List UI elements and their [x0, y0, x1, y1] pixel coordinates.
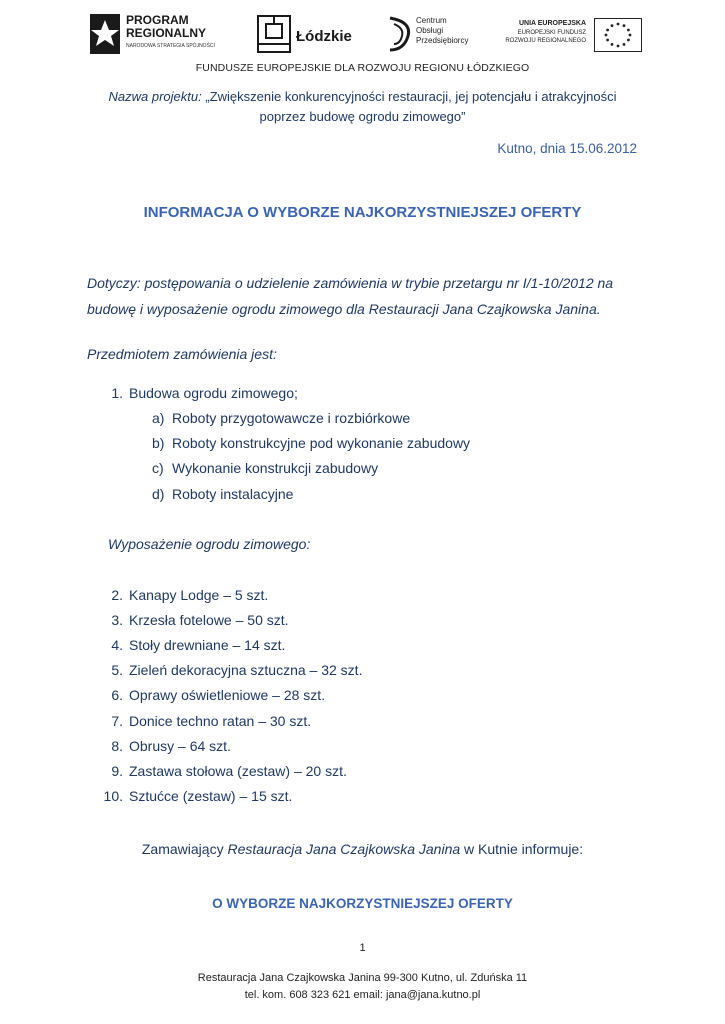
program-regionalny-logo [88, 12, 228, 58]
logo-bar [88, 12, 648, 58]
list-item-number: 1. [111, 385, 123, 401]
sub-item-letter: d) [152, 486, 165, 502]
sub-item-text: Wykonanie konstrukcji zabudowy [172, 460, 379, 476]
project-name-part2: poprzez budowę ogrodu zimowego” [259, 109, 466, 124]
document-title: INFORMACJA O WYBORZE NAJKORZYSTNIEJSZEJ OFERTY [143, 204, 582, 221]
program-line3: NARODOWA STRATEGIA SPÓJNOŚCI [126, 43, 215, 49]
sub-item-text: Roboty przygotowawcze i rozbiórkowe [172, 410, 411, 426]
equipment-item [101, 736, 231, 756]
lodzkie-emblem-icon [256, 14, 292, 54]
eu-flag-icon [594, 18, 642, 52]
equipment-number: 2. [111, 587, 123, 603]
eu-line3: ROZWOJU REGIONALNEGO [505, 38, 586, 44]
equipment-item [101, 711, 311, 731]
sub-item-b [152, 433, 470, 453]
equipment-number: 6. [111, 687, 123, 703]
eu-logo [492, 12, 648, 58]
equipment-number: 8. [111, 738, 123, 754]
equipment-text: Oprawy oświetleniowe – 28 szt. [129, 687, 326, 703]
equipment-text: Stoły drewniane – 14 szt. [129, 637, 286, 653]
centrum-line1: Centrum [416, 16, 447, 25]
equipment-number: 9. [111, 763, 123, 779]
centrum-line3: Przedsiębiorcy [416, 36, 469, 45]
announcement [0, 841, 725, 857]
equipment-item [101, 761, 347, 781]
equipment-text: Krzesła fotelowe – 50 szt. [129, 612, 289, 628]
project-name-part1: „Zwiększenie konkurencyjności restauracji, jej potencjału i atrakcyjności [205, 89, 617, 104]
sub-item-text: Roboty instalacyjne [172, 486, 294, 502]
equipment-item [101, 635, 285, 655]
equipment-text: Sztućce (zestaw) – 15 szt. [129, 788, 293, 804]
list-item-text: Budowa ogrodu zimowego; [129, 385, 298, 401]
equipment-heading: Wyposażenie ogrodu zimowego: [108, 536, 311, 552]
equipment-text: Zieleń dekoracyjna sztuczna – 32 szt. [129, 662, 363, 678]
program-line1: PROGRAM [126, 13, 189, 27]
sub-item-letter: a) [152, 410, 165, 426]
list-item-1 [101, 383, 298, 403]
equipment-item [101, 786, 292, 806]
concerns-line-2: budowę i wyposażenie ogrodu zimowego dla Restauracji Jana Czajkowska Janina. [87, 301, 601, 317]
equipment-text: Zastawa stołowa (zestaw) – 20 szt. [129, 763, 347, 779]
equipment-number: 7. [111, 713, 123, 729]
lodzkie-logo [256, 12, 351, 58]
centrum-logo [384, 12, 484, 58]
sub-item-letter: c) [152, 460, 164, 476]
announce-post: w Kutnie informuje: [460, 841, 584, 857]
footer [0, 970, 725, 1004]
equipment-number: 10. [103, 788, 123, 804]
program-regionalny-emblem-icon [88, 12, 122, 56]
equipment-number: 3. [111, 612, 123, 628]
footer-contact: tel. kom. 608 323 621 email: jana@jana.kutno.pl [244, 989, 481, 1001]
announce-name: Restauracja Jana Czajkowska Janina [227, 841, 461, 857]
sub-item-text: Roboty konstrukcyjne pod wykonanie zabudowy [172, 435, 471, 451]
centrum-emblem-icon [384, 14, 414, 54]
sub-item-a [152, 408, 410, 428]
equipment-item [101, 585, 268, 605]
program-line2: REGIONALNY [126, 26, 207, 40]
lodzkie-name: Łódzkie [296, 28, 352, 45]
footer-address: Restauracja Jana Czajkowska Janina 99-300 Kutno, ul. Zduńska 11 [197, 972, 528, 984]
concerns-line-1: Dotyczy: postępowania o udzielenie zamówienia w trybie przetargu nr I/1-10/2012 na [87, 275, 614, 291]
equipment-text: Obrusy – 64 szt. [129, 738, 231, 754]
concerns-paragraph [87, 270, 647, 322]
eu-line1: UNIA EUROPEJSKA [518, 20, 586, 27]
subject-heading: Przedmiotem zamówienia jest: [87, 346, 277, 362]
announce-pre: Zamawiający [141, 841, 228, 857]
project-label: Nazwa projektu: [108, 89, 202, 104]
project-name [60, 87, 665, 127]
sub-item-c [152, 458, 378, 478]
equipment-item [101, 610, 289, 630]
equipment-item [101, 660, 362, 680]
equipment-text: Kanapy Lodge – 5 szt. [129, 587, 269, 603]
equipment-number: 5. [111, 662, 123, 678]
result-title: O WYBORZE NAJKORZYSTNIEJSZEJ OFERTY [212, 896, 513, 911]
equipment-number: 4. [111, 637, 123, 653]
sub-item-letter: b) [152, 435, 165, 451]
equipment-text: Donice techno ratan – 30 szt. [129, 713, 312, 729]
page-number: 1 [359, 942, 366, 954]
eu-line2: EUROPEJSKI FUNDUSZ [517, 30, 586, 36]
centrum-line2: Obsługi [416, 26, 444, 35]
funds-line: FUNDUSZE EUROPEJSKIE DLA ROZWOJU REGIONU ŁÓDZKIEGO [195, 62, 530, 74]
project-line-1 [60, 87, 665, 107]
equipment-item [101, 685, 325, 705]
sub-item-d [152, 484, 293, 504]
document-date: Kutno, dnia 15.06.2012 [497, 141, 637, 156]
